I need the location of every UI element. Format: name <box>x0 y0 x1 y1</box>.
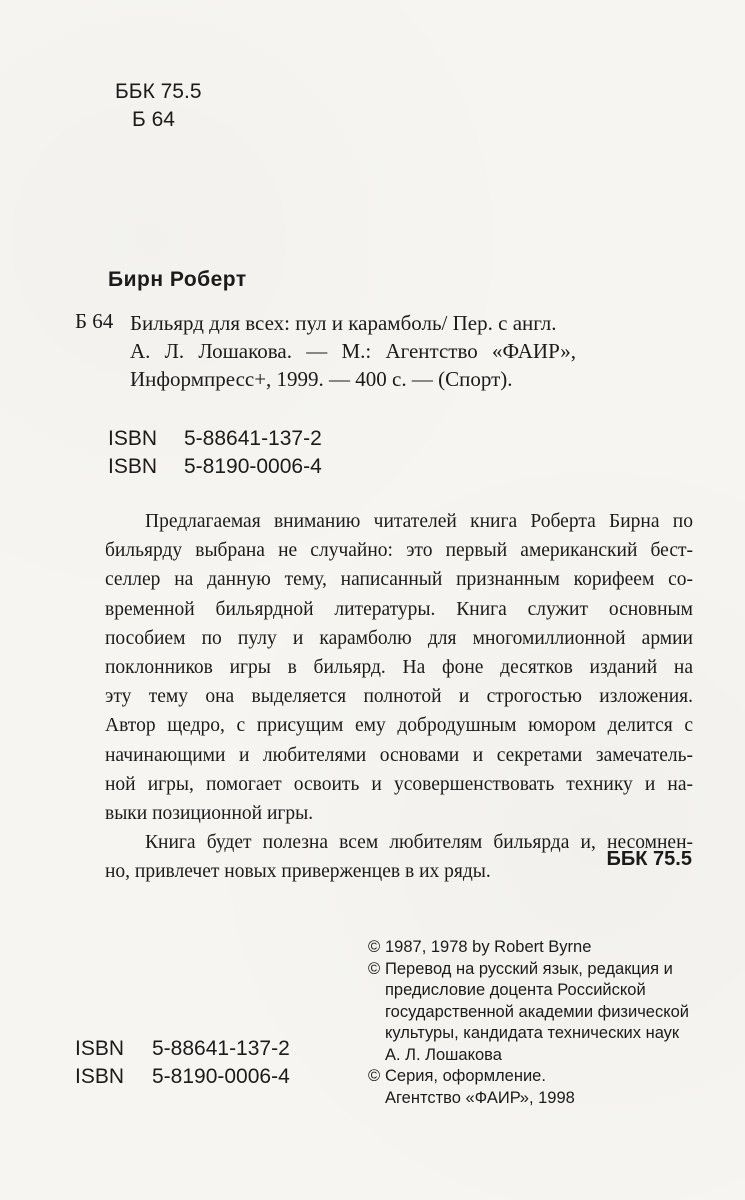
isbn-value: 5-88641-137-2 <box>152 1037 290 1060</box>
isbn-value: 5-88641-137-2 <box>184 427 322 450</box>
annotation-line: поклонников игры в бильярд. На фоне десятков изданий на <box>105 657 693 679</box>
copyright-line: государственной академии физической <box>385 1002 690 1021</box>
isbn-label: ISBN <box>108 427 158 450</box>
annotation-line: Автор щедро, с присущим ему добродушным юмором делится с <box>105 715 693 737</box>
annotation-line: Книга будет полезна всем любителям бильярда и, несомнен- <box>145 832 693 854</box>
annotation <box>105 507 693 887</box>
copyright-entry <box>368 937 688 959</box>
bibliographic-line: А. Л. Лошакова. — М.: Агентство «ФАИР», <box>130 339 577 363</box>
isbn-label: ISBN <box>108 455 158 478</box>
copyright-symbol: © <box>368 1067 381 1085</box>
annotation-line: селлер на данную тему, написанный признанным корифеем со- <box>105 569 693 591</box>
bibliographic-line: Информпресс+, 1999. — 400 с. — (Спорт). <box>130 367 513 391</box>
isbn-label: ISBN <box>75 1065 125 1088</box>
copyright-entry <box>368 959 688 981</box>
annotation-line: ной игры, помогает освоить и усовершенствовать технику и на- <box>105 773 693 795</box>
author-mark: Б 64 <box>132 108 175 131</box>
bbk-classification-bottom: ББК 75.5 <box>606 848 692 870</box>
annotation-line: выки позиционной игры. <box>105 803 314 825</box>
annotation-line: бильярду выбрана не случайно: это первый американский бест- <box>105 540 693 562</box>
copyright-line: А. Л. Лошакова <box>385 1045 502 1064</box>
copyright-line: Агентство «ФАИР», 1998 <box>385 1088 575 1107</box>
isbn-row <box>75 1063 290 1091</box>
copyright-line: Перевод на русский язык, редакция и <box>385 959 673 978</box>
bibliographic-line: Бильярд для всех: пул и карамболь/ Пер. с англ. <box>130 311 557 335</box>
annotation-line: Предлагаемая вниманию читателей книга Роберта Бирна по <box>145 511 693 532</box>
isbn-list-top <box>108 425 322 481</box>
annotation-line: начинающими и любителями основами и секретами замечатель- <box>105 744 693 766</box>
isbn-row <box>108 425 322 453</box>
copyright-symbol: © <box>368 959 381 978</box>
bibliographic-description <box>130 309 690 393</box>
isbn-row <box>108 453 322 481</box>
isbn-list-bottom <box>75 1035 290 1091</box>
copyright-line: Серия, оформление. <box>385 1067 546 1085</box>
copyright-symbol: © <box>368 938 381 956</box>
isbn-label: ISBN <box>75 1037 125 1060</box>
annotation-line: пособием по пулу и карамболю для многомиллионной армии <box>105 627 693 649</box>
annotation-line: но, привлечет новых приверженцев в их ряды. <box>105 861 491 883</box>
copyright-block <box>368 937 688 1109</box>
copyright-line: 1987, 1978 by Robert Byrne <box>385 938 592 956</box>
bbk-classification-top <box>115 78 202 134</box>
isbn-row <box>75 1035 290 1063</box>
author-heading: Бирн Роберт <box>108 268 247 291</box>
annotation-line: эту тему она выделяется полнотой и строгостью изложения. <box>105 686 693 708</box>
copyright-line: культуры, кандидата технических наук <box>385 1024 680 1042</box>
isbn-value: 5-8190-0006-4 <box>152 1065 290 1088</box>
copyright-entry <box>368 1066 688 1088</box>
annotation-line: временной бильярдной литературы. Книга служит основным <box>105 598 693 620</box>
isbn-value: 5-8190-0006-4 <box>184 455 322 478</box>
copyright-line: предисловие доцента Российской <box>385 981 646 999</box>
catalog-author-mark: Б 64 <box>75 309 114 333</box>
bbk-code: ББК 75.5 <box>115 80 202 103</box>
